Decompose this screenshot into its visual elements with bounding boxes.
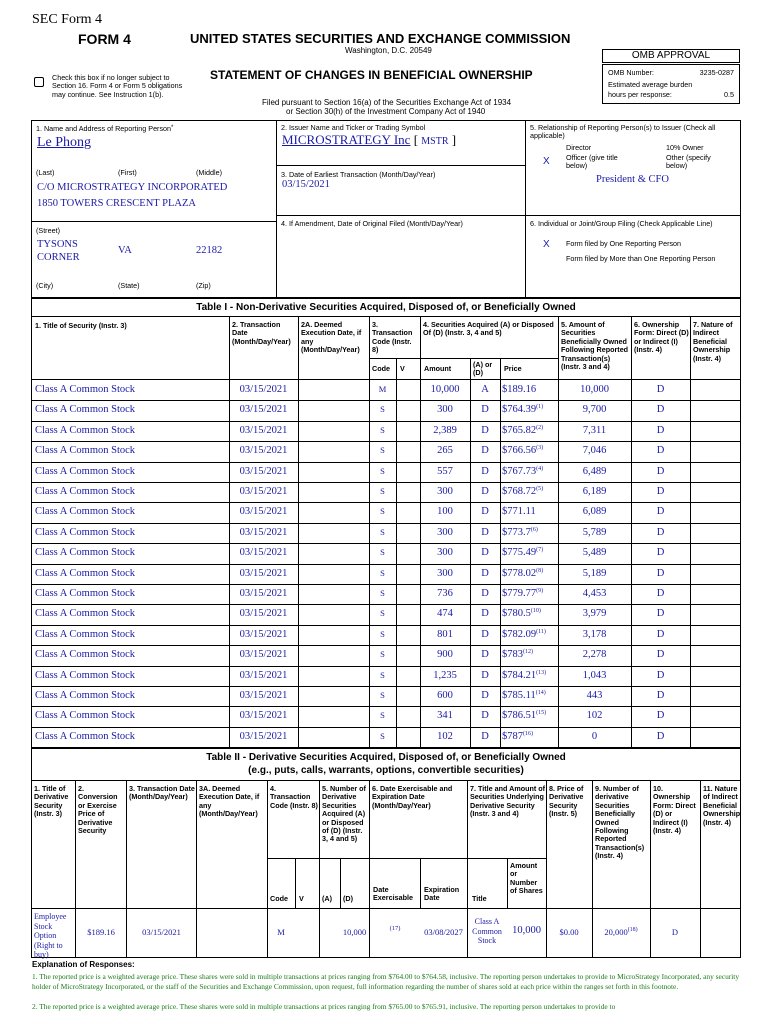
t2-c3-header: 3. Transaction Date (Month/Day/Year): [129, 784, 195, 802]
footnote-2: 2. The reported price is a weighted average price. These shares were sold in multiple transactions at prices ranging from $765.00 to $765.91, inclusive. The reporting person undertakes to provide to: [32, 1002, 616, 1011]
t2-v-header: V: [299, 894, 304, 903]
t1-cell-ad: D: [481, 465, 489, 477]
t1-cell-ad: D: [481, 526, 489, 538]
t1-cell-date: 03/15/2021: [239, 547, 288, 559]
t1-cell-form: D: [656, 710, 665, 722]
t1-cell-amount: 1,235: [433, 669, 457, 681]
street-label: (Street): [36, 226, 60, 235]
t1-cell-code: S: [380, 465, 385, 476]
issuer-name-line: MICROSTRATEGY Inc [ MSTR ]: [282, 132, 457, 147]
t2-c1-header: 1. Title of Derivative Security (Instr. 3): [34, 784, 69, 819]
t1-cell-ad: D: [481, 649, 489, 661]
t1-cell-date: 03/15/2021: [239, 588, 288, 599]
column-divider: [470, 379, 471, 748]
t1-cell-date: 03/15/2021: [239, 710, 288, 722]
t1-cell-form: D: [656, 465, 665, 477]
row-divider: [31, 400, 741, 401]
t1-cell-form: D: [656, 628, 665, 640]
t1-cell-owned: 4,453: [582, 588, 607, 599]
t1-cell-amount: 736: [437, 588, 453, 599]
t1-cell-price: $785.11$^{(14)}$: [502, 690, 546, 701]
state-value: VA: [118, 245, 132, 256]
t1-cell-owned: 6,089: [582, 506, 607, 518]
t1-cell-amount: 474: [437, 608, 453, 620]
t1-cell-owned: 1,043: [582, 669, 607, 681]
t1-cell-title: Class A Common Stock: [35, 506, 136, 518]
t1-cell-ad: D: [481, 445, 489, 457]
t2-row-expiration: 03/08/2027: [424, 927, 463, 937]
zip-label: (Zip): [196, 281, 211, 290]
row-divider: [31, 686, 741, 687]
city-value: TYSONS CORNER: [37, 239, 80, 263]
director-label: Director: [566, 143, 592, 152]
t1-col3-header: 3. Transaction Code (Instr. 8): [372, 320, 413, 355]
column-divider: [500, 379, 501, 748]
t1-cell-owned: 9,700: [582, 404, 607, 416]
t1-cell-owned: 6,189: [582, 486, 607, 497]
t1-cell-date: 03/15/2021: [239, 384, 288, 395]
t1-cell-form: D: [656, 567, 665, 579]
officer-check-mark[interactable]: X: [543, 156, 550, 167]
t1-cell-date: 03/15/2021: [239, 649, 288, 661]
t1-cell-amount: 300: [437, 547, 453, 559]
t1-cell-amount: 10,000: [430, 384, 460, 395]
t1-cell-amount: 100: [437, 506, 453, 518]
t1-cell-date: 03/15/2021: [239, 608, 288, 620]
footnote-ref: (13): [536, 669, 547, 676]
t2-exp-header: Expiration Date: [424, 885, 460, 903]
t1-cell-amount: 300: [437, 486, 453, 497]
t1-cell-code: S: [380, 424, 385, 435]
column-divider: [396, 379, 397, 748]
state-label: (State): [118, 281, 140, 290]
t1-cell-date: 03/15/2021: [239, 526, 288, 538]
city-label: (City): [36, 281, 54, 290]
t1-cell-title: Class A Common Stock: [35, 424, 136, 436]
row-divider: [31, 604, 741, 605]
t1-cell-amount: 300: [437, 526, 453, 538]
issuer-name[interactable]: MICROSTRATEGY Inc: [282, 132, 411, 147]
t1-cell-price: $766.56$^{(3)}$: [502, 445, 544, 457]
t1-cell-form: D: [656, 384, 665, 395]
t1-cell-ad: D: [481, 588, 489, 599]
t1-cell-form: D: [656, 690, 665, 701]
t1-price-header: Price: [504, 364, 522, 373]
t1-cell-price: $782.09$^{(11)}$: [502, 628, 546, 640]
t1-cell-ad: D: [481, 567, 489, 579]
t1-cell-code: S: [380, 730, 385, 741]
t1-cell-price: $764.39$^{(1)}$: [502, 404, 544, 416]
issuer-ticker: MSTR: [421, 136, 449, 147]
t1-cell-title: Class A Common Stock: [35, 628, 136, 640]
row-divider: [31, 666, 741, 667]
omb-title: OMB APPROVAL: [631, 50, 711, 61]
t1-cell-date: 03/15/2021: [239, 465, 288, 477]
t1-cell-code: S: [380, 649, 385, 660]
row-divider: [31, 706, 741, 707]
footnote-1: 1. The reported price is a weighted average price. These shares were sold in multiple transactions at prices ranging from $764.00 to $764.58, inclusive. The reporting person undertakes to provide to MicroStrategy Incorporated, any security holder of MicroStrategy Incorporated, or the staff of the Securities and Exchange Commission, upon request, full information regarding the number of shares sold at each price within the ranges set forth in this footnote.: [32, 972, 740, 991]
row-divider: [31, 727, 741, 728]
earliest-date-label: 3. Date of Earliest Transaction (Month/Day/Year): [281, 170, 436, 179]
earliest-date: 03/15/2021: [282, 179, 330, 190]
t1-cell-code: S: [380, 547, 385, 558]
t2-c8-header: 8. Price of Derivative Security (Instr. 5): [549, 784, 584, 819]
t2-row-d: 10,000: [342, 927, 367, 937]
t1-cell-ad: D: [481, 506, 489, 518]
address-line-2: 1850 TOWERS CRESCENT PLAZA: [37, 198, 196, 209]
first-label: (First): [118, 168, 137, 177]
t1-cell-ad: D: [481, 547, 489, 559]
t1-cell-title: Class A Common Stock: [35, 384, 136, 395]
t1-cell-price: $765.82$^{(2)}$: [502, 424, 544, 436]
t1-cell-title: Class A Common Stock: [35, 404, 136, 416]
t1-cell-code: S: [380, 588, 385, 598]
t1-cell-ad: D: [481, 730, 489, 742]
t2-row-price: $189.16: [87, 927, 115, 937]
row-divider: [31, 584, 741, 585]
t1-cell-date: 03/15/2021: [239, 669, 288, 681]
t1-col2a-header: 2A. Deemed Execution Date, if any (Month/Day/Year): [301, 320, 362, 355]
filed-pursuant-1: Filed pursuant to Section 16(a) of the Securities Exchange Act of 1934: [262, 98, 512, 107]
t1-cell-ad: A: [481, 384, 489, 395]
t1-cell-form: D: [656, 547, 665, 559]
t2-row-exercisable: (17): [389, 925, 401, 932]
t2-c11-header: 11. Nature of Indirect Beneficial Ownership (Instr. 4): [703, 784, 741, 827]
t1-cell-price: $786.51$^{(15)}$: [502, 710, 547, 722]
t2-code-header: Code: [270, 894, 288, 903]
t2-c2-header: 2. Conversion or Exercise Price of Derivative Security: [78, 784, 118, 836]
t1-cell-price: $189.16: [502, 384, 537, 395]
t1-cell-owned: 2,278: [582, 649, 607, 661]
t1-cell-date: 03/15/2021: [239, 628, 288, 640]
t1-cell-amount: 557: [437, 465, 453, 477]
t2-c4-header: 4. Transaction Code (Instr. 8): [270, 784, 318, 810]
t1-cell-title: Class A Common Stock: [35, 669, 136, 681]
t1-cell-title: Class A Common Stock: [35, 710, 136, 722]
t1-cell-code: S: [380, 486, 385, 496]
t2-c9-header: 9. Number of derivative Securities Beneficially Owned Following Reported Transaction(s) (Instr. 4): [595, 784, 645, 861]
t1-cell-form: D: [656, 486, 665, 497]
t1-cell-price: $779.77$^{(9)}$: [502, 588, 544, 599]
t1-col4-header: 4. Securities Acquired (A) or Disposed Of (D) (Instr. 3, 4 and 5): [423, 320, 554, 338]
t1-cell-owned: 5,189: [582, 567, 607, 579]
t1-cell-price: $771.11: [502, 506, 536, 518]
t1-cell-title: Class A Common Stock: [35, 465, 136, 477]
omb-number-label: OMB Number:: [608, 68, 654, 77]
t2-row-code: M: [277, 927, 285, 937]
t1-cell-price: $773.7$^{(6)}$: [502, 526, 538, 538]
t1-cell-code: S: [380, 526, 385, 537]
t1-col6-header: 6. Ownership Form: Direct (D) or Indirect (I) (Instr. 4): [634, 320, 689, 355]
t1-cell-form: D: [656, 649, 665, 661]
t1-cell-title: Class A Common Stock: [35, 588, 136, 599]
t1-cell-amount: 300: [437, 567, 453, 579]
column-divider: [558, 379, 559, 748]
t1-cell-title: Class A Common Stock: [35, 649, 136, 661]
t1-cell-owned: 7,046: [582, 445, 607, 457]
t1-cell-form: D: [656, 669, 665, 681]
row-divider: [31, 441, 741, 442]
t1-cell-owned: 3,979: [582, 608, 607, 620]
footnote-ref: (4): [536, 465, 544, 472]
officer-label: Officer (give title below): [566, 153, 618, 171]
omb-title-box: [602, 49, 740, 63]
t2-c3a-header: 3A. Deemed Execution Date, if any (Month/Day/Year): [199, 784, 260, 819]
t2-d-header: (D): [343, 894, 353, 903]
t1-cell-owned: 102: [586, 710, 603, 722]
row-divider: [31, 543, 741, 544]
table-2-title-1: Table II - Derivative Securities Acquired, Disposed of, or Beneficially Owned: [206, 752, 566, 763]
t1-cell-ad: D: [481, 710, 489, 722]
reporting-person-name[interactable]: Le Phong: [37, 135, 92, 150]
footnote-ref: (10): [530, 608, 541, 615]
explanation-title: Explanation of Responses:: [32, 960, 135, 969]
column-divider: [690, 379, 691, 748]
t2-row-underlying-amount: 10,000: [512, 925, 541, 936]
row-divider: [31, 421, 741, 422]
t1-cell-form: D: [656, 588, 665, 599]
footnote-ref: (14): [535, 690, 546, 696]
form-title: FORM 4: [78, 31, 131, 47]
footnote-ref: (9): [536, 588, 544, 594]
footnote-ref: (7): [536, 547, 544, 554]
t1-cell-date: 03/15/2021: [239, 567, 288, 579]
ten-percent-label: 10% Owner: [666, 143, 704, 152]
t1-cell-title: Class A Common Stock: [35, 445, 136, 457]
t1-cell-code: S: [380, 710, 385, 721]
t1-cell-date: 03/15/2021: [239, 730, 288, 742]
column-divider: [298, 379, 299, 748]
row-divider: [31, 462, 741, 463]
t1-cell-date: 03/15/2021: [239, 506, 288, 518]
t1-cell-owned: 6,489: [582, 465, 607, 477]
t1-cell-amount: 2,389: [433, 424, 457, 436]
t1-amount-header: Amount: [424, 364, 452, 373]
location: Washington, D.C. 20549: [345, 46, 432, 55]
row-divider: [31, 482, 741, 483]
t1-cell-price: $768.72$^{(5)}$: [502, 486, 544, 497]
t1-cell-form: D: [656, 608, 665, 620]
t1-cell-date: 03/15/2021: [239, 404, 288, 416]
row-divider: [31, 625, 741, 626]
t2-c10-header: 10. Ownership Form: Direct (D) or Indirect (I) (Instr. 4): [653, 784, 696, 836]
row-divider: [31, 523, 741, 524]
t2-title-header: Title: [472, 894, 487, 903]
column-divider: [631, 379, 632, 748]
t1-cell-amount: 900: [437, 649, 453, 661]
checkbox-text: Check this box if no longer subject to Section 16. Form 4 or Form 5 obligations may continue. See Instruction 1(b).: [52, 73, 183, 99]
t2-row-underlying-title: Class A Common Stock: [472, 917, 502, 945]
t1-cell-ad: D: [481, 424, 489, 436]
t1-cell-owned: 5,489: [582, 547, 607, 559]
omb-burden-label: Estimated average burden: [608, 80, 693, 89]
t1-cell-title: Class A Common Stock: [35, 547, 136, 559]
filing-label: 6. Individual or Joint/Group Filing (Check Applicable Line): [530, 219, 713, 228]
t1-cell-code: S: [380, 404, 385, 415]
t1-cell-code: S: [380, 669, 385, 680]
sec-form-label: SEC Form 4: [32, 12, 103, 27]
t1-cell-amount: 102: [437, 730, 453, 742]
t1-cell-price: $767.73$^{(4)}$: [502, 465, 544, 477]
footnote-ref: (5): [536, 486, 544, 492]
t2-c5-header: 5. Number of Derivative Securities Acquired (A) or Disposed of (D) (Instr. 3, 4 and 5): [322, 784, 366, 844]
t1-ad-header: (A) or (D): [473, 360, 493, 378]
t1-cell-amount: 600: [437, 690, 453, 701]
footnote-ref: (2): [536, 424, 544, 431]
footnote-ref: (1): [536, 404, 544, 411]
reporting-person-label: 1. Name and Address of Reporting Person*: [36, 124, 174, 133]
t1-cell-title: Class A Common Stock: [35, 526, 136, 538]
t1-cell-owned: 0: [591, 730, 598, 742]
t1-cell-amount: 801: [437, 628, 453, 640]
footnote-ref: (15): [536, 710, 547, 717]
t1-cell-title: Class A Common Stock: [35, 567, 136, 579]
t1-cell-code: S: [380, 567, 385, 578]
t1-cell-form: D: [656, 526, 665, 538]
more-person-label: Form filed by More than One Reporting Person: [566, 254, 716, 263]
t1-cell-form: D: [656, 404, 665, 416]
t1-cell-code: S: [380, 608, 385, 619]
t1-cell-price: $778.02$^{(8)}$: [502, 567, 544, 579]
t1-col7-header: 7. Nature of Indirect Beneficial Ownership (Instr. 4): [693, 320, 733, 363]
t1-cell-form: D: [656, 506, 665, 518]
t1-cell-ad: D: [481, 628, 489, 640]
t1-cell-ad: D: [481, 486, 489, 497]
footnote-ref: (6): [530, 526, 538, 533]
omb-hours-label: hours per response:: [608, 90, 672, 99]
t2-row-owned: 20,000$^{(18)}$: [604, 927, 638, 937]
row-divider: [31, 502, 741, 503]
t1-cell-date: 03/15/2021: [239, 486, 288, 497]
middle-label: (Middle): [196, 168, 222, 177]
filed-pursuant-2: or Section 30(h) of the Investment Company Act of 1940: [286, 107, 486, 116]
column-divider: [369, 379, 370, 748]
relationship-label: 5. Relationship of Reporting Person(s) to Issuer (Check all applicable): [530, 123, 716, 141]
t1-cell-owned: 7,311: [582, 424, 607, 436]
t2-c7-header: 7. Title and Amount of Securities Underlying Derivative Security (Instr. 3 and 4): [470, 784, 546, 819]
t1-cell-title: Class A Common Stock: [35, 608, 136, 620]
t1-col2-header: 2. Transaction Date (Month/Day/Year): [232, 320, 291, 346]
t1-cell-owned: 10,000: [580, 384, 609, 395]
t1-cell-price: $783$^{(12)}$: [502, 649, 533, 661]
t2-a-header: (A): [322, 894, 332, 903]
amendment-label: 4. If Amendment, Date of Original Filed (Month/Day/Year): [281, 219, 463, 228]
other-label: Other (specify below): [666, 153, 711, 171]
footnote-ref: (3): [536, 445, 544, 452]
t1-cell-title: Class A Common Stock: [35, 690, 136, 701]
table-2-title-2: (e.g., puts, calls, warrants, options, convertible securities): [248, 765, 524, 776]
footnote-ref: (12): [523, 649, 533, 656]
one-person-label: Form filed by One Reporting Person: [566, 239, 682, 248]
t1-cell-code: S: [380, 690, 385, 700]
t1-cell-ad: D: [481, 669, 489, 681]
t1-cell-date: 03/15/2021: [239, 690, 288, 701]
address-line-1: C/O MICROSTRATEGY INCORPORATED: [37, 182, 228, 193]
row-divider: [31, 645, 741, 646]
t1-cell-price: $787$^{(16)}$: [502, 730, 533, 742]
t1-cell-ad: D: [481, 690, 489, 701]
t1-cell-price: $775.49$^{(7)}$: [502, 547, 544, 559]
t1-code-header: Code: [372, 364, 390, 373]
row-divider: [31, 564, 741, 565]
column-divider: [229, 379, 230, 748]
omb-hours-value: 0.5: [724, 90, 734, 99]
t1-cell-code: S: [380, 628, 385, 639]
t1-cell-price: $784.21$^{(13)}$: [502, 669, 547, 681]
t2-row-title: Employee Stock Option (Right to buy): [34, 912, 67, 959]
t1-cell-title: Class A Common Stock: [35, 730, 136, 742]
t1-cell-title: Class A Common Stock: [35, 486, 136, 497]
omb-number-value: 3235-0287: [699, 68, 734, 77]
t1-cell-code: S: [380, 506, 385, 517]
footnote-ref: (11): [536, 628, 546, 635]
t1-cell-ad: D: [481, 404, 489, 416]
t2-c6-header: 6. Date Exercisable and Expiration Date (Month/Day/Year): [372, 784, 453, 810]
t1-cell-amount: 341: [437, 710, 453, 722]
t1-cell-owned: 443: [586, 690, 603, 701]
no-longer-subject-checkbox[interactable]: [34, 77, 44, 87]
t1-cell-amount: 265: [437, 445, 453, 457]
statement-title: STATEMENT OF CHANGES IN BENEFICIAL OWNERSHIP: [210, 68, 533, 82]
t1-cell-amount: 300: [437, 404, 453, 416]
footnote-ref: (8): [536, 567, 544, 574]
t1-col1-header: 1. Title of Security (Instr. 3): [35, 321, 127, 330]
t2-date-ex-header: Date Exercisable: [373, 885, 413, 903]
zip-value: 22182: [196, 245, 223, 256]
t2-row-form: D: [671, 927, 679, 937]
t1-cell-price: $780.5$^{(10)}$: [502, 608, 541, 620]
t1-cell-date: 03/15/2021: [239, 445, 288, 457]
t1-col5-header: 5. Amount of Securities Beneficially Owned Following Reported Transaction(s) (Instr. 3 and 4): [561, 320, 629, 372]
t1-cell-date: 03/15/2021: [239, 424, 288, 436]
t2-row-deriv-price: $0.00: [559, 927, 579, 937]
t1-cell-code: S: [380, 445, 385, 456]
t1-cell-ad: D: [481, 608, 489, 620]
agency-title: UNITED STATES SECURITIES AND EXCHANGE COMMISSION: [190, 31, 571, 46]
t2-amount-shares-header: Amount or Number of Shares: [510, 861, 543, 896]
one-person-check-mark[interactable]: X: [543, 239, 550, 250]
column-divider: [420, 379, 421, 748]
officer-title: President & CFO: [596, 174, 669, 185]
t2-row-date: 03/15/2021: [142, 927, 181, 937]
t1-cell-form: D: [656, 424, 665, 436]
omb-details-box: [602, 64, 740, 104]
t1-cell-code: M: [378, 384, 387, 394]
footnote-ref: (16): [523, 730, 533, 737]
last-label: (Last): [36, 168, 55, 177]
t1-v-header: V: [400, 364, 405, 373]
t1-cell-form: D: [656, 445, 665, 457]
t1-cell-owned: 5,789: [582, 526, 607, 538]
t1-cell-form: D: [656, 730, 665, 742]
t1-cell-owned: 3,178: [582, 628, 607, 640]
issuer-label: 2. Issuer Name and Ticker or Trading Symbol: [281, 123, 426, 132]
table-1-title: Table I - Non-Derivative Securities Acquired, Disposed of, or Beneficially Owned: [196, 302, 576, 313]
